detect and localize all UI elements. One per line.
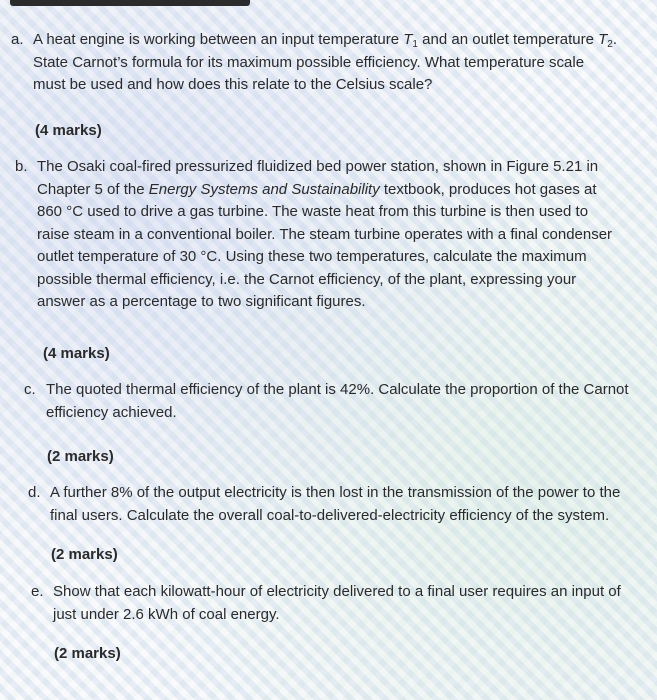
question-letter: d. — [28, 484, 41, 501]
marks-label: (4 marks) — [43, 345, 110, 362]
question-letter: e. — [31, 583, 44, 600]
question-line: A heat engine is working between an input temperature $T_1$ and an outlet temperature $T_2$. — [33, 31, 618, 50]
question-line: 860 °C used to drive a gas turbine. The waste heat from this turbine is then used to — [37, 203, 589, 220]
question-letter: a. — [11, 31, 24, 48]
cropped-heading-strip — [0, 0, 657, 10]
question-line: Show that each kilowatt-hour of electricity delivered to a final user requires an input of — [53, 583, 621, 600]
marks-label: (4 marks) — [35, 122, 102, 139]
question-d — [28, 482, 645, 527]
marks-label: (2 marks) — [54, 645, 121, 662]
question-line: The quoted thermal efficiency of the plant is 42%. Calculate the proportion of the Carnot — [46, 381, 629, 398]
question-line: Chapter 5 of the Energy Systems and Sustainability textbook, produces hot gases at — [37, 180, 597, 198]
question-letter: b. — [15, 158, 28, 175]
question-a — [11, 29, 648, 97]
question-line: just under 2.6 kWh of coal energy. — [53, 605, 280, 623]
question-e — [31, 581, 648, 626]
question-line: answer as a percentage to two significant figures. — [37, 293, 366, 310]
question-letter: c. — [24, 381, 36, 398]
marks-label: (2 marks) — [51, 546, 118, 563]
question-c — [24, 379, 646, 424]
question-line: outlet temperature of 30 °C. Using these two temperatures, calculate the maximum — [37, 248, 587, 265]
question-line: The Osaki coal-fired pressurized fluidized bed power station, shown in Figure 5.21 in — [37, 158, 599, 175]
question-line: possible thermal efficiency, i.e. the Carnot efficiency, of the plant, expressing your — [37, 270, 577, 288]
question-line: A further 8% of the output electricity is then lost in the transmission of the power to the — [50, 484, 621, 501]
question-line: State Carnot’s formula for its maximum possible efficiency. What temperature scale — [33, 53, 585, 71]
question-line: final users. Calculate the overall coal-to-delivered-electricity efficiency of the system. — [50, 506, 610, 524]
marks-label: (2 marks) — [47, 448, 114, 465]
question-line: efficiency achieved. — [46, 403, 177, 421]
question-line: raise steam in a conventional boiler. The steam turbine operates with a final condenser — [37, 225, 613, 243]
question-line: must be used and how does this relate to the Celsius scale? — [33, 76, 433, 93]
question-b — [15, 156, 649, 314]
